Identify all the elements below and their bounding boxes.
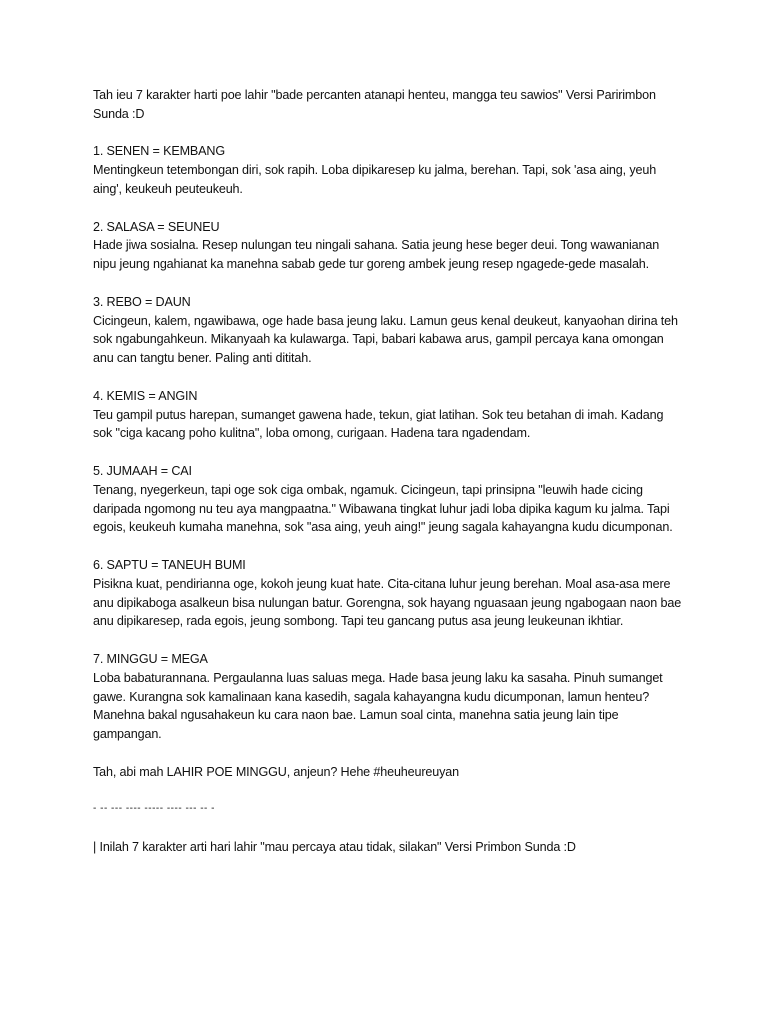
section-saptu bbox=[93, 556, 683, 631]
section-body: Mentingkeun tetembongan diri, sok rapih. Loba dipikaresep ku jalma, berehan. Tapi, sok 'asa aing, yeuh aing', keukeuh peuteukeuh. bbox=[93, 163, 657, 196]
section-jumaah bbox=[93, 462, 683, 537]
section-heading: 3. REBO = DAUN bbox=[93, 294, 191, 309]
separator-line: - -- --- ---- ----- ---- --- -- - bbox=[93, 803, 215, 815]
section-heading: 7. MINGGU = MEGA bbox=[93, 651, 208, 666]
document-page bbox=[93, 86, 683, 875]
intro-paragraph: Tah ieu 7 karakter harti poe lahir "bade percanten atanapi henteu, mangga teu sawios" Versi Paririmbon Sunda :D bbox=[93, 88, 656, 121]
section-body: Hade jiwa sosialna. Resep nulungan teu ningali sahana. Satia jeung hese beger deui. Tong wawanianan nipu jeung ngahianat ka manehna sabab gede tur goreng ambek jeung resep ngagede-gede masalah. bbox=[93, 238, 660, 272]
section-heading: 2. SALASA = SEUNEU bbox=[93, 219, 220, 234]
section-body: Cicingeun, kalem, ngawibawa, oge hade basa jeung laku. Lamun geus kenal deukeut, kanyaohan dirina teh sok ngabungahkeun. Mikanyaah ka kulawarga. Tapi, babari kabawa arus, gampil percaya kana omongan anu can tangtu bener. Paling anti dititah. bbox=[93, 313, 678, 366]
section-body: Teu gampil putus harepan, sumanget gawena hade, tekun, giat latihan. Sok teu betahan di imah. Kadang sok "ciga kacang poho kulitna", loba omong, curigaan. Hadena tara ngadendam. bbox=[93, 407, 664, 441]
section-minggu bbox=[93, 650, 683, 744]
section-body: Pisikna kuat, pendirianna oge, kokoh jeung kuat hate. Cita-citana luhur jeung berehan. Moal asa-asa mere anu dipikaboga asalkeun bisa nulungan batur. Gorengna, sok hayang nguasaan jeung ngabogaan naon bae anu dipikaresep, rada egois, jeung sombong. Tapi teu gancang putus asa jeung leukeunan ikhtiar. bbox=[93, 576, 682, 629]
section-heading: 5. JUMAAH = CAI bbox=[93, 463, 192, 478]
section-body: Tenang, nyegerkeun, tapi oge sok ciga ombak, ngamuk. Cicingeun, tapi prinsipna "leuwih hade cicing daripada ngomong nu teu aya mangpaatna." Wibawana tingkat luhur jadi loba dipika kagum ku jalma. Tapi egois, keukeuh kumaha manehna, sok "asa aing, yeuh aing!" jeung sagala kahayangna kudu dicumponan. bbox=[93, 482, 673, 535]
section-salasa bbox=[93, 218, 683, 274]
closing-paragraph: Tah, abi mah LAHIR POE MINGGU, anjeun? Hehe #heuheureuyan bbox=[93, 764, 459, 779]
translation-intro-paragraph: | Inilah 7 karakter arti hari lahir "mau percaya atau tidak, silakan" Versi Primbon Sunda :D bbox=[93, 839, 576, 854]
section-heading: 6. SAPTU = TANEUH BUMI bbox=[93, 557, 246, 572]
section-kemis bbox=[93, 387, 683, 443]
section-body: Loba babaturannana. Pergaulanna luas saluas mega. Hade basa jeung laku ka sasaha. Pinuh sumanget gawe. Kurangna sok kamalinaan kana kasedih, sagala kahayangna kudu dicumponan, lamun henteu? Manehna bakal ngusahakeun ku cara naon bae. Lamun soal cinta, manehna satia jeung lain tipe gampangan. bbox=[93, 670, 663, 742]
section-rebo bbox=[93, 293, 683, 368]
section-heading: 1. SENEN = KEMBANG bbox=[93, 144, 226, 159]
section-heading: 4. KEMIS = ANGIN bbox=[93, 388, 198, 403]
section-senen bbox=[93, 142, 683, 198]
